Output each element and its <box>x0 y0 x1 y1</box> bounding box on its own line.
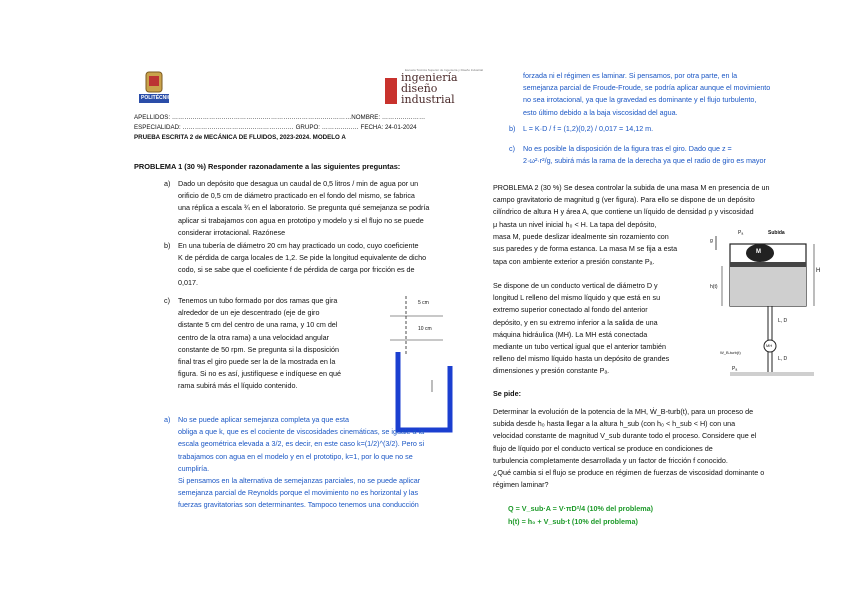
problem2-answer-flow: Q = V_sub·A = V·πD²/4 (10% del problema) <box>508 504 654 513</box>
se-pide: Se pide: <box>493 389 521 398</box>
answer-c-label: c) <box>509 144 515 153</box>
fig-height-h: H <box>816 268 821 274</box>
tank-diagram <box>710 228 822 378</box>
u-tube-label-5cm: 5 cm <box>418 300 429 306</box>
fig-gravity: g <box>710 238 713 244</box>
u-tube-label-10cm: 10 cm <box>418 326 432 332</box>
fig-pa-bottom: Pₐ <box>732 366 738 372</box>
problem1-title: PROBLEMA 1 (30 %) Responder razonadamente a las siguientes preguntas: <box>134 162 401 171</box>
answer-b-label: b) <box>509 124 516 133</box>
ing-logo-small: Escuela Técnica Superior de Ingeniería y Diseño Industrial <box>405 68 483 72</box>
fig-mh: MH <box>766 343 773 348</box>
answer-c: c) No es posible la disposición de la figura tras el giro. Dado que z = 2·ω²·r²/g, subirá más la rama de la derecha ya que el radio de giro es mayor <box>509 144 766 166</box>
problem1-question-b: b) En una tubería de diámetro 20 cm hay practicado un codo, cuyo coeficiente K de pérdida de carga locales de 1,2. Se pide la longitud equivalente de dicho codo, si se sabe que el coeficiente f de pérdida de carga por fricción es de 0,017. <box>164 241 427 287</box>
fig-subida: Subida <box>768 230 785 236</box>
question-c-label: c) <box>164 296 170 305</box>
problem2-statement: PROBLEMA 2 (30 %) Se desea controlar la subida de una masa M en presencia de un campo gravitatorio de magnitud g (ver figura). Para ello se dispone de un depósito cilíndrico de altura H y área A, que contiene un líquido de densidad ρ y viscosidad <box>493 182 815 219</box>
fig-ld-upper: L, D <box>778 318 788 324</box>
exam-header <box>134 113 425 143</box>
fig-ld-lower: L, D <box>778 356 788 362</box>
problem2-title: PROBLEMA 2 (30 %) Se desea controlar la subida de una masa M en presencia de un <box>493 183 770 192</box>
ing-logo-text: ingeniería diseño industrial <box>401 71 458 106</box>
question-b-label: b) <box>164 241 171 250</box>
problem1-question-c: c) Tenemos un tubo formado por dos ramas que gira alrededor de un eje descentrado (eje de giro distante 5 cm del centro de una rama, y 10 cm del centro de la otra rama) a una velocidad angular constante de 50 rpm. Se pregunta si la disposición final tras el giro puede ser la de la mostrada en la figura. Si no es así, justifíquese e indíquese en qué rama subirá más el líquido contenido. <box>164 296 342 391</box>
fig-pa-top: Pₐ <box>738 230 744 236</box>
problem2-figure <box>710 228 822 378</box>
upm-logo <box>134 70 174 110</box>
fig-mass: M <box>756 249 761 255</box>
fig-height-ht: h(t) <box>710 284 718 290</box>
fig-power: W_B-turb(t) <box>720 350 741 355</box>
ing-logo <box>383 68 483 110</box>
answer-a-continuation: forzada ni el régimen es laminar. Si pensamos, por otra parte, en la semejanza parcial de Froude-Froude, se podría aplicar aunque el movimiento no sea irrotacional, ya que la gravedad es dominante y el flujo turbulento, esto último debido a la baja viscosidad del agua. <box>523 71 771 117</box>
problem2-question: Determinar la evolución de la potencia de la MH, Ẇ_B-turb(t), para un proceso de subida desde h₀ hasta llegar a la altura h_sub (con h₀ < h_sub < H) con una velocidad constante de magnitud V_sub durante todo el proceso. Considere que el flujo de líquido por el conducto vertical se produce en condiciones de turbulencia completamente desarrollada y un factor de fricción f conocido. ¿Qué cambia si el flujo se produce en régimen de fuerzas de viscosidad dominante o régimen laminar? <box>493 407 765 490</box>
ing-emblem-icon <box>383 74 401 108</box>
apellidos-line: APELLIDOS: ……………………………………………………………………………NOMBRE: ………………… <box>134 114 426 121</box>
question-a-label: a) <box>164 179 171 188</box>
problem1-question-a: a) Dado un depósito que desagua un caudal de 0,5 litros / min de agua por un orificio de 0,5 cm de diámetro practicado en el fondo del mismo, se fabrica una réplica a escala ¾ en el laboratorio. Se pregunta qué semejanza se podría aplicar si trabajamos con agua en prototipo y modelo y si el flujo no se puede considerar irrotacional. Razónese <box>164 179 430 237</box>
upm-logo-text: POLITÉCNICA <box>141 95 175 101</box>
upm-crest-icon <box>134 70 174 110</box>
especialidad-line: ESPECIALIDAD: ……………………………………………… GRUPO: ……………… FECHA: 24-01-2024 <box>134 124 417 131</box>
answer-a-label: a) <box>164 415 171 424</box>
prueba-line: PRUEBA ESCRITA 2 de MECÁNICA DE FLUIDOS, 2023-2024. MODELO A <box>134 134 346 141</box>
answer-b: b) L = K·D / f = (1,2)(0,2) / 0,017 = 14,12 m. <box>523 123 653 135</box>
problem1-answer-a: a) No se puede aplicar semejanza completa ya que esta obliga a que k, que es el cociente de viscosidades cinemáticas, se iguale a la escala geométrica elevada a 3/2, es decir, en este caso k=(1/2)^(3/2). Pero si trabajamos con agua en el modelo y en el prototipo, k=1, por lo que no se cumpliría. Si pensamos en la alternativa de semejanzas parciales, no se puede aplicar semejanza parcial de Reynolds porque el movimiento no es horizontal y las fuerzas gravitatorias son determinantes. Tampoco tenemos una conducción <box>164 415 425 510</box>
problem2-description: μ hasta un nivel inicial h₀ < H. La tapa del depósito, masa M, puede deslizar idealmente sin rozamiento con sus paredes y de forma estanca. La masa M se fija a esta tapa con ambiente exterior a presión constante Pₐ. Se dispone de un conducto vertical de diámetro D y longitud L relleno del mismo líquido y que está en su extremo superior conectado al fondo del anterior depósito, y en su extremo inferior a la salida de una máquina hidráulica (MH). La MH está conectada mediante un tubo vertical igual que el anterior también relleno del mismo líquido hasta un depósito de grandes dimensiones y presión constante Pₐ. <box>493 220 678 376</box>
problem2-answer-height: h(t) = h₀ + V_sub·t (10% del problema) <box>508 517 638 526</box>
